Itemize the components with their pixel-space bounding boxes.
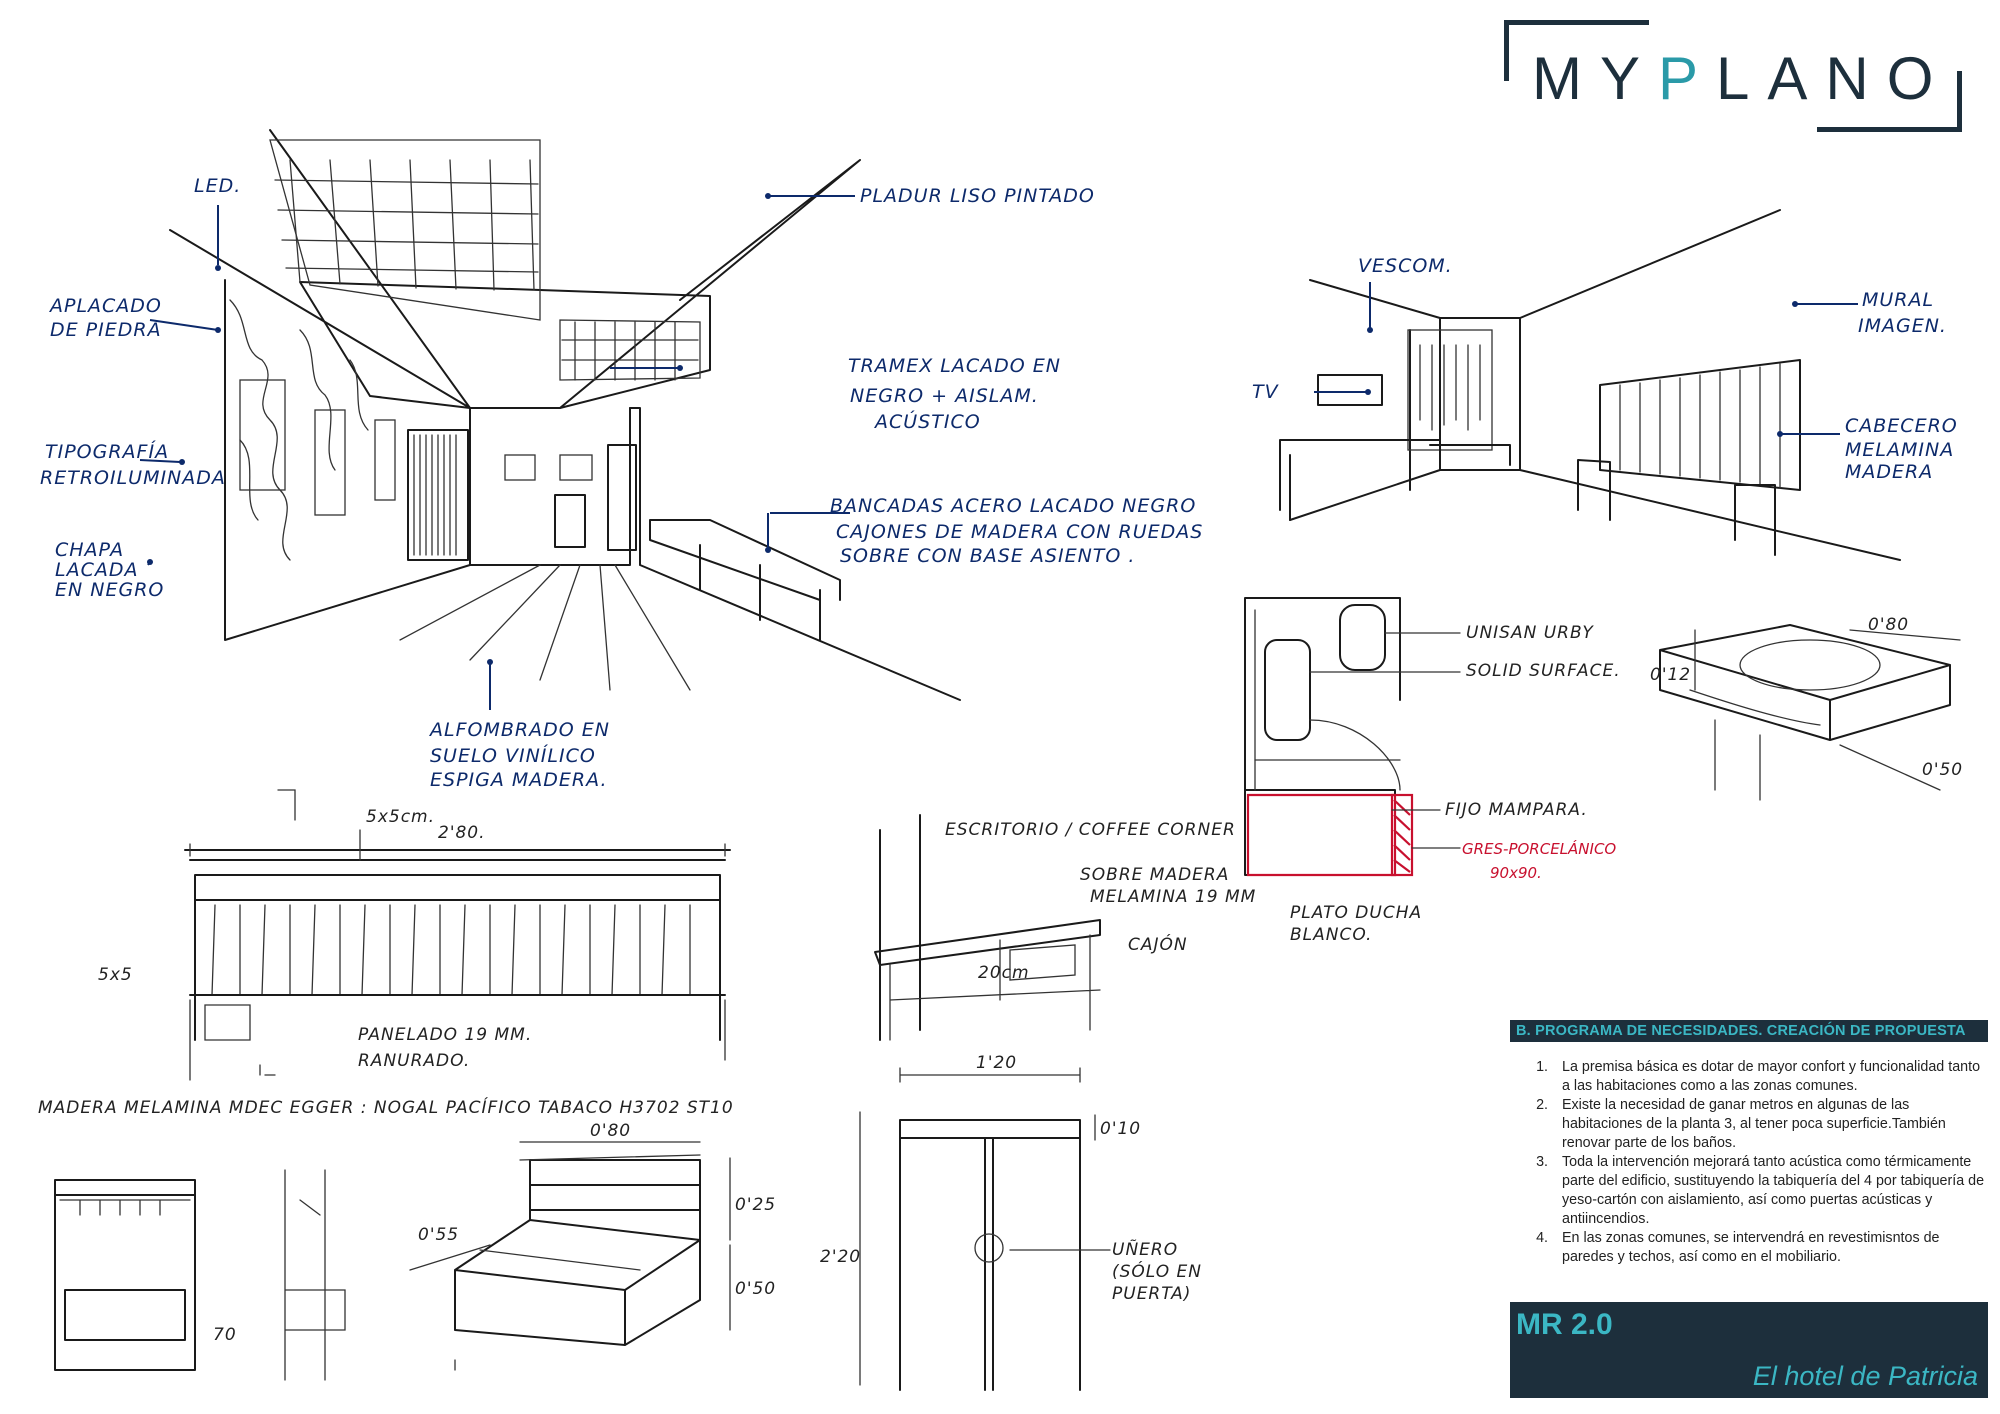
label-carpet-3: ESPIGA MADERA.	[430, 769, 608, 791]
label-headboard-2: MELAMINA	[1845, 439, 1955, 461]
label-wd-w: 1'20	[976, 1053, 1018, 1073]
label-headboard-3: MADERA	[1845, 461, 1934, 483]
program-item: 1. La premisa básica es dotar de mayor confort y funcionalidad tanto a las habitaciones como a las zonas comunes.	[1552, 1058, 1988, 1096]
label-sink-w: 0'80	[1868, 615, 1910, 635]
label-tramex-1: TRAMEX LACADO EN	[848, 355, 1061, 377]
program-item: 4. En las zonas comunes, se intervendrá en revestimisntos de paredes y techos, así como en el mobiliario.	[1552, 1229, 1988, 1267]
label-shower-1: PLATO DUCHA	[1290, 903, 1423, 923]
label-bench-3: SOBRE CON BASE ASIENTO .	[840, 545, 1136, 567]
label-stone-2: DE PIEDRA	[50, 319, 162, 341]
label-sink-h: 0'12	[1650, 665, 1692, 685]
label-pull-1: UÑERO	[1112, 1240, 1179, 1260]
label-bench-1: BANCADAS ACERO LACADO NEGRO	[830, 495, 1197, 517]
label-panel-2: RANURADO.	[358, 1051, 471, 1071]
label-bed-d: 0'55	[418, 1225, 460, 1245]
label-headboard-1: CABECERO	[1845, 415, 1958, 437]
label-sheet-3: EN NEGRO	[55, 579, 165, 601]
material-note: MADERA MELAMINA MDEC EGGER : NOGAL PACÍFICO TABACO H3702 ST10	[38, 1098, 734, 1118]
label-mural-2: IMAGEN.	[1858, 315, 1947, 337]
label-hb-side: 5x5	[98, 965, 133, 985]
label-hb-width: 2'80.	[438, 823, 486, 843]
bathroom-plan	[1245, 598, 1400, 875]
label-carpet-1: ALFOMBRADO EN	[430, 719, 610, 741]
program-item: 3. Toda la intervención mejorará tanto acústica como térmicamente parte del edificio, sustituyendo la tabiquería del 4 por tabiquería de yeso-cartón con aislamiento, así como puertas acústicas y antiincendios.	[1552, 1153, 1988, 1229]
desk-sketch	[875, 815, 1100, 1040]
label-vescom: VESCOM.	[1358, 255, 1453, 277]
label-typo-1: TIPOGRAFÍA	[45, 441, 170, 463]
shower-zone	[1248, 795, 1412, 875]
bed-sketch	[410, 1142, 730, 1370]
label-tramex-2: NEGRO + AISLAM.	[850, 385, 1039, 407]
label-desk-top-1: SOBRE MADERA	[1080, 865, 1230, 885]
sink-sketch	[1660, 625, 1960, 800]
label-drawer: CAJÓN	[1128, 935, 1188, 955]
label-wd-h: 2'20	[820, 1247, 862, 1267]
corridor-sketch	[170, 130, 960, 700]
label-desk-top-2: MELAMINA 19 MM	[1090, 887, 1257, 907]
label-led: LED.	[194, 175, 242, 197]
bathroom-leaders	[1310, 633, 1460, 848]
label-sheet-1: CHAPA	[55, 539, 125, 561]
program-list	[1510, 1058, 1988, 1267]
logo-wordmark: MYPLANO	[1532, 45, 1952, 112]
label-panel-1: PANELADO 19 MM.	[358, 1025, 533, 1045]
program-item: 2. Existe la necesidad de ganar metros en algunas de las habitaciones de la planta 3, al tener poca superficie.También renovar parte de los baños.	[1552, 1096, 1988, 1153]
label-mural-1: MURAL	[1862, 289, 1935, 311]
project-title-box	[1510, 1302, 1988, 1398]
label-drawer-h: 20cm	[978, 963, 1030, 983]
label-toilet: UNISAN URBY	[1466, 623, 1594, 643]
label-typo-2: RETROILUMINADA	[40, 467, 226, 489]
label-small-h: 70	[213, 1325, 237, 1345]
label-bench-2: CAJONES DE MADERA CON RUEDAS	[836, 521, 1204, 543]
label-tramex-3: ACÚSTICO	[875, 411, 981, 433]
label-tile-2: 90x90.	[1490, 864, 1542, 882]
label-bed-w: 0'80	[590, 1121, 632, 1141]
label-wd-top: 0'10	[1100, 1119, 1142, 1139]
label-batten: 5x5cm.	[366, 807, 436, 827]
label-pull-2: (SÓLO EN	[1112, 1262, 1202, 1282]
project-name: El hotel de Patricia	[1752, 1361, 1978, 1391]
label-shower-2: BLANCO.	[1290, 925, 1373, 945]
small-wardrobe	[55, 1170, 345, 1380]
program-heading: B. PROGRAMA DE NECESIDADES. CREACIÓN DE PROPUESTA	[1510, 1020, 1988, 1042]
label-tile-1: GRES-PORCELÁNICO	[1462, 840, 1617, 858]
label-carpet-2: SUELO VINÍLICO	[430, 745, 596, 767]
label-screen: FIJO MAMPARA.	[1445, 800, 1588, 820]
label-tv: TV	[1252, 381, 1279, 403]
label-bed-h1: 0'25	[735, 1195, 777, 1215]
label-desk-title: ESCRITORIO / COFFEE CORNER	[945, 820, 1236, 840]
label-sheet-2: LACADA	[55, 559, 139, 581]
label-pull-3: PUERTA)	[1112, 1284, 1192, 1304]
wardrobe-elevation	[860, 1068, 1110, 1390]
project-code: MR 2.0	[1516, 1308, 1613, 1341]
label-stone-1: APLACADO	[50, 295, 162, 317]
program-section	[1510, 1020, 1988, 1267]
label-sink-d: 0'50	[1922, 760, 1964, 780]
label-pladur: PLADUR LISO PINTADO	[860, 185, 1095, 207]
label-solid: SOLID SURFACE.	[1466, 661, 1621, 681]
label-bed-h2: 0'50	[735, 1279, 777, 1299]
myplano-logo	[1504, 20, 1962, 132]
